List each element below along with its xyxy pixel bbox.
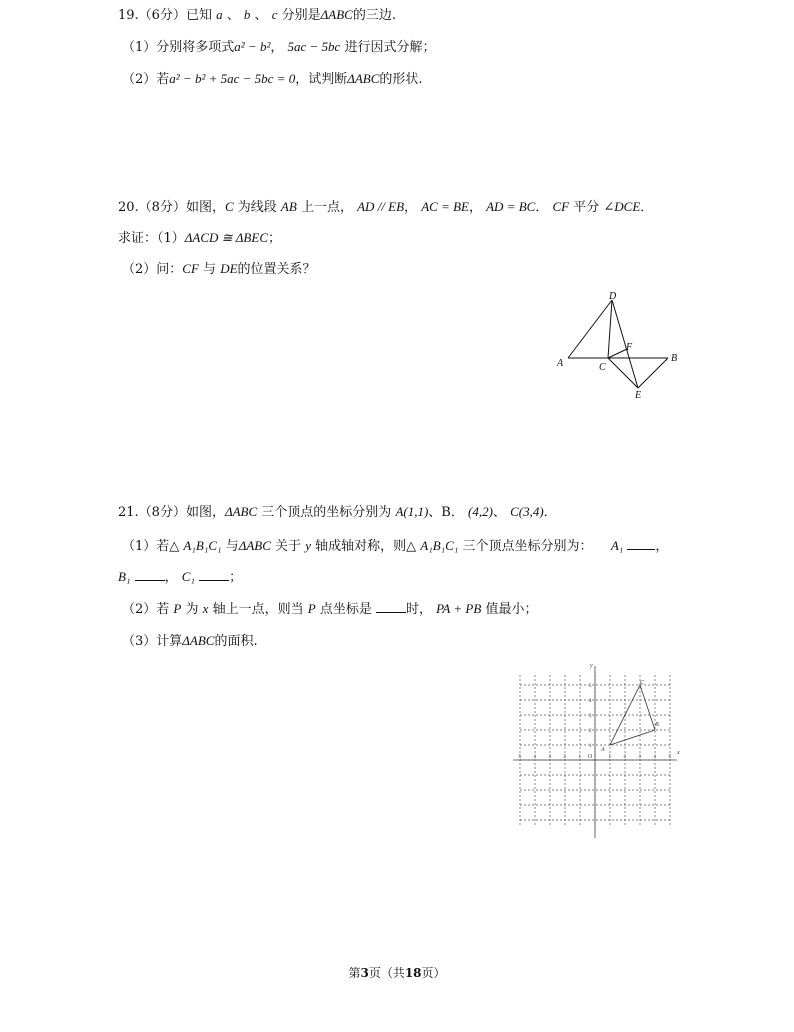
q19-p1-post: 进行因式分解；: [344, 40, 436, 55]
q21-text: 三个顶点的坐标分别为: [261, 505, 392, 520]
y-tick-label: 1: [589, 744, 592, 749]
angle-dce: ∠DCE: [603, 199, 641, 214]
q21-p1-text: 关于: [275, 539, 302, 554]
q21-p3-text: （3）计算: [122, 634, 183, 649]
q19-p1-text: （1）分别将多项式: [122, 40, 235, 55]
sep: 、: [226, 8, 240, 23]
equation: a² − b² + 5ac − 5bc = 0: [169, 71, 296, 86]
total-pages: 18: [404, 966, 422, 980]
q20-text: 上一点，: [300, 200, 353, 215]
axes: [513, 666, 677, 838]
x-tick-label: 2: [563, 755, 566, 760]
expression-pa-pb: PA + PB: [436, 601, 482, 616]
q21-part1: （1）若△ A₁B₁C₁ 与ΔABC 关于 y 轴成轴对称，则△ A₁B₁C₁ 三个顶点坐标分别为： A₁ ，: [122, 538, 669, 554]
footer-text: 页（共: [368, 966, 405, 980]
label-e: E: [635, 390, 642, 401]
q21-p2-text: 值最小；: [485, 602, 538, 617]
page-footer: [0, 964, 794, 981]
point-c-coord: C(3,4): [510, 504, 544, 519]
q20-p2-mid: 与: [203, 262, 217, 277]
axis-y: y: [305, 538, 311, 553]
expr-1: a² − b²: [234, 39, 271, 54]
q20-part2: [122, 260, 316, 279]
axis-x: x: [202, 601, 209, 616]
q21-p2-text: 为: [185, 602, 199, 617]
label-c1: C₁: [181, 569, 195, 584]
q21-p1-text: 轴成轴对称，则△: [315, 539, 417, 554]
q20-proof-line: 求证：（1）ΔACD ≅ ΔBEC；: [118, 230, 282, 246]
q19-p2-text: （2）若: [122, 72, 170, 87]
triangle-a1b1c1: A₁B₁C₁: [183, 538, 222, 553]
x-tick-label: 5: [668, 755, 671, 760]
triangle-abc: ΔABC: [320, 7, 353, 22]
segment-cf-line: [608, 349, 627, 358]
y-axis-label: y: [590, 663, 593, 669]
var-c: c: [271, 7, 278, 22]
answer-blank-a1[interactable]: [627, 537, 655, 550]
vertex-label-c: C: [640, 680, 645, 686]
y-tick-label: 4: [589, 699, 592, 704]
q21-p2-text: 轴上一点，则当: [212, 602, 304, 617]
q20-p2-post: 的位置关系？: [237, 262, 316, 277]
q21-part2: [122, 600, 537, 619]
x-tick-label: 2: [623, 755, 626, 760]
q21-header-line: 21.（8分）如图，ΔABC 三个顶点的坐标分别为 A(1,1)、B． (4,2)、 C(3,4)．: [118, 504, 557, 520]
condition-1: AD // EB: [357, 199, 405, 214]
segment-eb-line: [638, 358, 668, 388]
point-b-coord: (4,2): [468, 504, 493, 519]
sep: 、: [254, 8, 268, 23]
label-a: A: [557, 358, 564, 369]
segment-dc-line: [608, 300, 612, 358]
point-p: P: [307, 601, 316, 616]
x-axis-label: x: [677, 750, 680, 756]
point-p: P: [173, 601, 182, 616]
label-c: C: [599, 362, 606, 373]
triangle-a1b1c1: A₁B₁C₁: [420, 538, 459, 553]
q21-p1-text: 与: [225, 539, 239, 554]
q21-part3: [122, 632, 258, 651]
y-tick-label: 2: [589, 729, 592, 734]
y-tick-label: 3: [589, 714, 592, 719]
label-b1: B₁: [118, 569, 131, 584]
q19-part2: [122, 70, 423, 89]
var-b: b: [243, 7, 251, 22]
q19-header-line: [118, 6, 396, 25]
x-tick-label: 5: [518, 755, 521, 760]
q19-number: 19.（6分）已知: [118, 8, 212, 23]
congruence: ΔACD ≅ ΔBEC: [184, 230, 268, 245]
q21-p3-text: 的面积.: [214, 634, 258, 649]
label-d: D: [609, 291, 617, 302]
q20-proof-text: 求证：（1）: [118, 231, 185, 246]
x-tick-label: 3: [638, 755, 641, 760]
footer-text: 页）: [421, 966, 446, 980]
q21-p2-text: 时，: [406, 602, 433, 617]
q19-part1: （1）分别将多项式a² − b²， 5ac − 5bc 进行因式分解；: [122, 39, 436, 55]
q21-coordinate-grid: [505, 660, 685, 838]
q21-number: 21.（8分）如图，: [118, 505, 225, 520]
x-tick-label: 1: [578, 755, 581, 760]
page-number: 3: [360, 966, 369, 980]
q20-p2-text: （2）问：: [122, 262, 183, 277]
point-a-coord: A(1,1): [395, 504, 429, 519]
triangle-abc: ΔABC: [224, 504, 258, 519]
x-tick-label: 3: [548, 755, 551, 760]
q21-p1-text: 三个顶点坐标分别为：: [462, 539, 593, 554]
answer-blank-b1[interactable]: [135, 568, 165, 581]
q21-p2-text: 点坐标是: [319, 602, 372, 617]
segment-cf: CF: [552, 199, 570, 214]
vertex-label-b: B: [655, 722, 659, 728]
q20-header-line: 20.（8分）如图，C 为线段 AB 上一点， AD // EB， AC = BE， AD = BC． CF 平分 ∠DCE．: [118, 199, 654, 215]
answer-blank-c1[interactable]: [199, 568, 229, 581]
condition-2: AC = BE: [421, 199, 469, 214]
x-tick-label: 1: [608, 755, 611, 760]
label-f: F: [626, 342, 633, 353]
triangle-abc: ΔABC: [182, 633, 215, 648]
condition-3: AD = BC: [486, 199, 536, 214]
q21-text: 、: [492, 505, 506, 520]
q19-text: 分别是: [281, 8, 321, 23]
segment-ab: AB: [280, 199, 297, 214]
segment-ad-line: [568, 300, 612, 358]
label-b: B: [671, 353, 678, 364]
q21-p1-text: （1）若△: [122, 539, 180, 554]
vertex-label-a: A: [601, 747, 605, 753]
answer-blank-p[interactable]: [376, 600, 406, 613]
footer-text: 第: [348, 966, 361, 980]
q20-number: 20.（8分）如图，: [118, 200, 225, 215]
label-a1: A₁: [610, 538, 624, 553]
x-tick-label: 4: [533, 755, 536, 760]
q21-p2-text: （2）若: [122, 602, 170, 617]
triangle-abc: ΔABC: [347, 71, 380, 86]
segment-de: DE: [220, 261, 238, 276]
q21-text: 、B．: [428, 505, 464, 520]
q20-text: 平分: [573, 200, 600, 215]
q20-figure: [552, 290, 692, 402]
q19-p2-post: ，试判断: [295, 72, 348, 87]
point-c: C: [224, 199, 234, 214]
origin-label: O: [588, 754, 593, 760]
segment-cf: CF: [182, 261, 199, 276]
q19-p2-end: 的形状.: [379, 72, 423, 87]
x-tick-label: 4: [653, 755, 656, 760]
q20-text: 为线段: [237, 200, 277, 215]
triangle-abc: ΔABC: [238, 538, 271, 553]
expr-2: 5ac − 5bc: [287, 39, 341, 54]
var-a: a: [216, 7, 223, 22]
q21-part1-cont: B₁ ， C₁ ；: [118, 569, 243, 585]
q19-tail: 的三边.: [352, 8, 396, 23]
y-tick-label: 5: [589, 684, 592, 689]
